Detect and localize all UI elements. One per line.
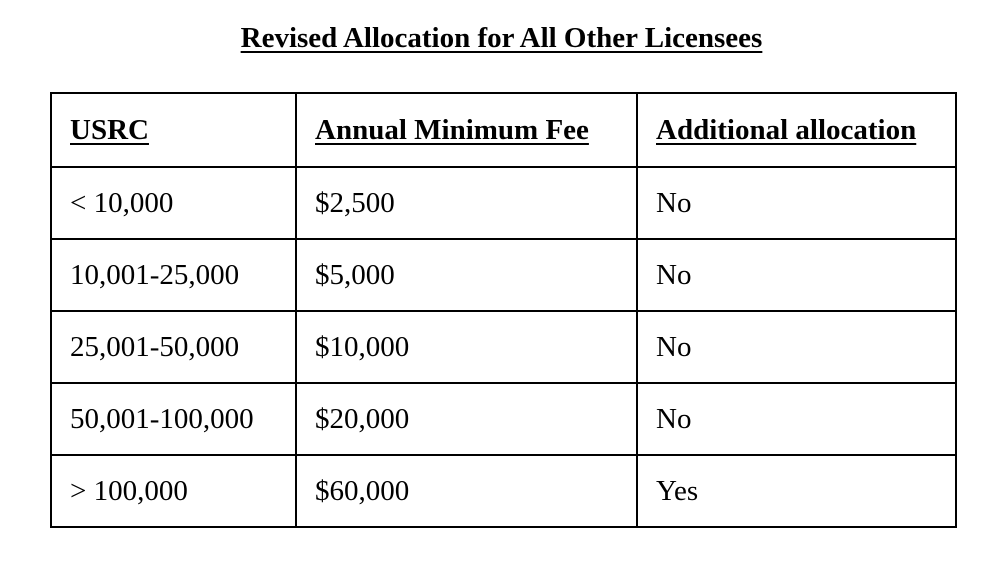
cell-additional-allocation: No [637, 311, 956, 383]
table-row [51, 167, 956, 239]
column-header-annual-minimum-fee: Annual Minimum Fee [296, 93, 637, 167]
cell-additional-allocation: Yes [637, 455, 956, 527]
page-title: Revised Allocation for All Other Licensees [240, 22, 763, 54]
table-header-row [51, 93, 956, 167]
cell-annual-minimum-fee: $10,000 [296, 311, 637, 383]
cell-usrc: 10,001-25,000 [51, 239, 296, 311]
cell-annual-minimum-fee: $60,000 [296, 455, 637, 527]
cell-annual-minimum-fee: $20,000 [296, 383, 637, 455]
cell-usrc: > 100,000 [51, 455, 296, 527]
cell-usrc: 50,001-100,000 [51, 383, 296, 455]
allocation-table [50, 92, 957, 528]
table-row [51, 239, 956, 311]
column-header-additional-allocation: Additional allocation [637, 93, 956, 167]
table-row [51, 311, 956, 383]
cell-annual-minimum-fee: $2,500 [296, 167, 637, 239]
cell-additional-allocation: No [637, 239, 956, 311]
column-header-usrc: USRC [51, 93, 296, 167]
cell-annual-minimum-fee: $5,000 [296, 239, 637, 311]
table-row [51, 383, 956, 455]
table-row [51, 455, 956, 527]
cell-additional-allocation: No [637, 383, 956, 455]
cell-usrc: < 10,000 [51, 167, 296, 239]
cell-usrc: 25,001-50,000 [51, 311, 296, 383]
cell-additional-allocation: No [637, 167, 956, 239]
